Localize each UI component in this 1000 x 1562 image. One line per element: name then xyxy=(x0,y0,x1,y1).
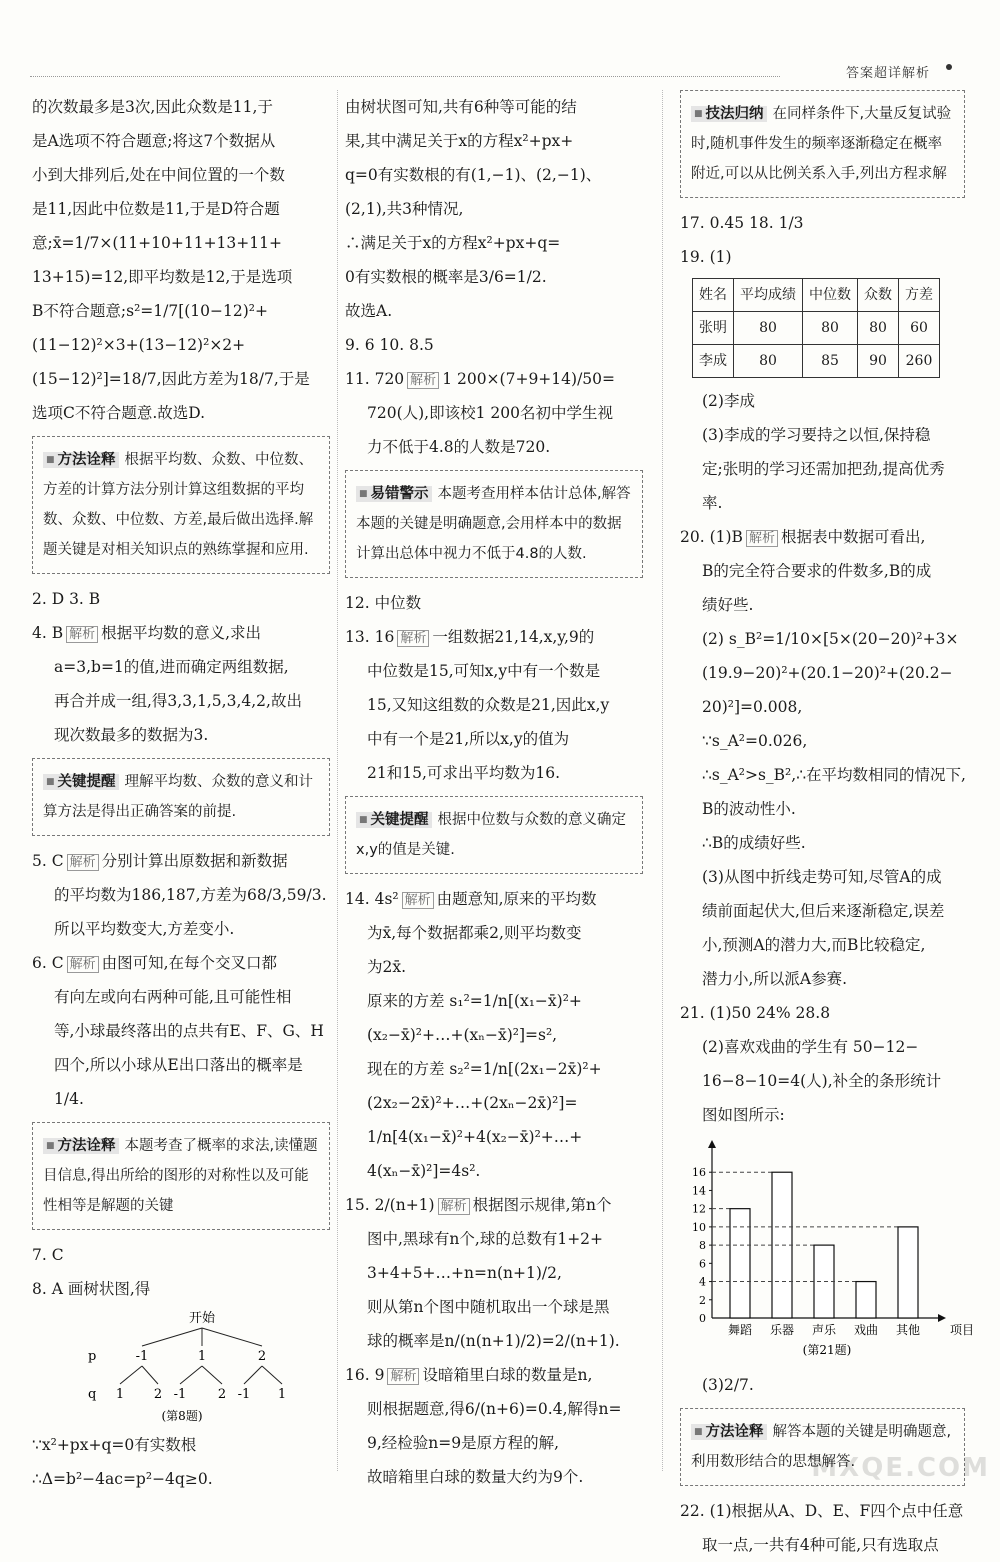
table-cell: 85 xyxy=(803,345,858,378)
analysis-tag: 解析 xyxy=(402,892,434,909)
analysis-tag: 解析 xyxy=(397,630,429,647)
x-axis-arrow xyxy=(938,1314,946,1322)
text-line: 力不低于4.8的人数是720. xyxy=(367,438,551,456)
x-tick-label: 戏曲 xyxy=(853,1323,879,1337)
table-cell: 80 xyxy=(858,312,899,345)
table-header: 姓名 xyxy=(693,279,734,312)
tree-q-node: -1 xyxy=(237,1387,251,1402)
header-dot xyxy=(946,64,952,70)
answer-line xyxy=(32,616,330,650)
tree-p-node: 1 xyxy=(197,1349,207,1364)
text-line: 13+15)=12,即平均数是12,于是选项 xyxy=(32,268,293,286)
column-divider-1 xyxy=(337,90,338,1471)
text-line: 现次数最多的数据为3. xyxy=(54,726,209,744)
y-tick-label: 14 xyxy=(692,1184,706,1198)
tree-root: 开始 xyxy=(188,1311,216,1326)
tree-edge xyxy=(142,1366,158,1384)
text-line: (x₂−x̄)²+…+(xₙ−x̄)²]=s², xyxy=(367,1026,558,1044)
tip-key: ■ 技法归纳 xyxy=(691,106,767,122)
tip-text: 理解平均数、众数的意义和计算方法是得出正确答案的前提. xyxy=(43,774,314,820)
y-tick-label: 0 xyxy=(699,1312,706,1325)
table-cell: 80 xyxy=(734,345,803,378)
tip-text: 根据平均数、众数、中位数、方差的计算方法分别计算这组数据的平均数、众数、中位数、方差,最后做出选择.解题关键是对相关知识点的熟练掌握和应用. xyxy=(43,452,314,558)
text-line: ∴满足关于x的方程x²+px+q= xyxy=(345,234,561,252)
text-line: 意;x̄=1/7×(11+10+11+13+11+ xyxy=(32,234,282,252)
answer-number: 20. (1)B xyxy=(680,528,743,546)
answer-number: 5. C xyxy=(32,852,64,870)
text-line: (2x₂−2x̄)²+…+(2xₙ−2x̄)²]= xyxy=(367,1094,578,1112)
analysis-tag: 解析 xyxy=(67,956,99,973)
column-3 xyxy=(680,90,975,1562)
answer-line: 19. (1) xyxy=(680,248,732,266)
x-tick-label: 舞蹈 xyxy=(727,1323,753,1337)
text-line: 15,又知这组数的众数是21,因此x,y xyxy=(367,696,610,714)
table-cell: 80 xyxy=(803,312,858,345)
tree-edge xyxy=(180,1366,202,1384)
answer-line xyxy=(345,362,643,396)
text-line: 根据平均数的意义,求出 xyxy=(101,624,262,642)
y-tick-label: 10 xyxy=(692,1220,706,1234)
tree-q-node: 1 xyxy=(277,1387,287,1402)
text-line: 1 200×(7+9+14)/50= xyxy=(442,370,615,388)
tip-text: 本题考查用样本估计总体,解答本题的关键是明确题意,会用样本中的数据计算出总体中视力不低于4.8的人数. xyxy=(356,486,631,562)
result-table xyxy=(692,278,940,378)
bar-chart xyxy=(684,1136,975,1368)
answer-number: 15. 2/(n+1) xyxy=(345,1196,435,1214)
text-line: ∴s_A²>s_B²,∴在平均数相同的情况下, xyxy=(702,766,966,784)
table-header: 方差 xyxy=(899,279,940,312)
watermark: MXQE.COM xyxy=(811,1453,990,1483)
text-line: 一组数据21,14,x,y,9的 xyxy=(432,628,595,646)
x-tick-label: 其他 xyxy=(895,1323,921,1337)
text-line: 9,经检验n=9是原方程的解, xyxy=(367,1434,560,1452)
answer-line: 12. 中位数 xyxy=(345,594,422,612)
text-line: 由树状图可知,共有6种等可能的结 xyxy=(345,98,577,116)
text-line: q=0有实数根的有(1,−1)、(2,−1)、 xyxy=(345,166,602,184)
page-header xyxy=(30,58,970,80)
chart-caption: (第21题) xyxy=(802,1343,852,1357)
text-line: 的次数最多是3次,因此众数是11,于 xyxy=(32,98,273,116)
answer-number: 13. 16 xyxy=(345,628,395,646)
text-line: 1/n[4(x₁−x̄)²+4(x₂−x̄)²+…+ xyxy=(367,1128,583,1146)
text-line: 小到大排列后,处在中间位置的一个数 xyxy=(32,166,285,184)
text-line: (2)李成 xyxy=(702,392,755,410)
table-cell: 260 xyxy=(899,345,940,378)
table-cell: 80 xyxy=(734,312,803,345)
table-header-row xyxy=(693,279,940,312)
text-line: 现在的方差 s₂²=1/n[(2x₁−2x̄)²+ xyxy=(367,1060,602,1078)
text-line: (2) s_B²=1/10×[5×(20−20)²+3× xyxy=(702,630,959,648)
answer-number: 4. B xyxy=(32,624,64,642)
text-line: 原来的方差 s₁²=1/n[(x₁−x̄)²+ xyxy=(367,992,582,1010)
answer-line: 17. 0.45 18. 1/3 xyxy=(680,214,804,232)
tree-edge xyxy=(202,1366,222,1384)
tip-box-key xyxy=(345,796,643,874)
tree-caption: (第8题) xyxy=(161,1409,203,1423)
text-line: 选项C不符合题意.故选D. xyxy=(32,404,206,422)
y-tick-label: 2 xyxy=(699,1293,706,1307)
x-tick-label: 乐器 xyxy=(769,1323,795,1337)
answer-number: 11. 720 xyxy=(345,370,405,388)
column-divider-2 xyxy=(662,90,663,1471)
tip-key: ■ 关键提醒 xyxy=(43,774,119,790)
text-line: ∵s_A²=0.026, xyxy=(702,732,808,750)
text-line: a=3,b=1的值,进而确定两组数据, xyxy=(54,658,289,676)
answer-line xyxy=(680,520,965,554)
text-line: 故选A. xyxy=(345,302,393,320)
text-line: 图如图所示: xyxy=(702,1106,785,1124)
text-line: 故暗箱里白球的数量大约为9个. xyxy=(367,1468,584,1486)
text-line: 绩好些. xyxy=(702,596,754,614)
analysis-tag: 解析 xyxy=(66,626,98,643)
table-row xyxy=(693,345,940,378)
table-header: 中位数 xyxy=(803,279,858,312)
text-line: 则根据题意,得6/(n+6)=0.4,解得n= xyxy=(367,1400,622,1418)
answer-line xyxy=(345,1358,643,1392)
text-line: (15−12)²]=18/7,因此方差为18/7,于是 xyxy=(32,370,310,388)
text-line: 则从第n个图中随机取出一个球是黑 xyxy=(367,1298,610,1316)
analysis-tag: 解析 xyxy=(407,372,439,389)
text-line: 定;张明的学习还需加把劲,提高优秀 xyxy=(702,460,945,478)
answer-line xyxy=(345,882,643,916)
answer-line xyxy=(345,620,643,654)
text-line: 有向左或向右两种可能,且可能性相 xyxy=(54,988,292,1006)
text-line: 图中,黑球有n个,球的总数有1+2+ xyxy=(367,1230,604,1248)
text-line: 的平均数为186,187,方差为68/3,59/3. xyxy=(54,886,327,904)
analysis-tag: 解析 xyxy=(387,1368,419,1385)
text-line: 设暗箱里白球的数量是n, xyxy=(422,1366,593,1384)
answer-line xyxy=(345,1188,643,1222)
text-line: 720(人),即该校1 200名初中学生视 xyxy=(367,404,613,422)
tree-edge xyxy=(120,1366,142,1384)
answer-line xyxy=(32,844,330,878)
answer-line xyxy=(32,946,330,980)
y-tick-label: 12 xyxy=(692,1202,706,1216)
answer-number: 16. 9 xyxy=(345,1366,385,1384)
text-line: 绩前面起伏大,但后来逐渐稳定,误差 xyxy=(702,902,945,920)
tip-box-method xyxy=(32,1122,330,1230)
table-row xyxy=(693,312,940,345)
bar xyxy=(856,1282,876,1318)
text-line: 20)²]=0.008, xyxy=(702,698,803,716)
tree-q-node: 2 xyxy=(153,1387,163,1402)
tip-key: ■ 方法诠释 xyxy=(43,1138,119,1154)
answer-line: 21. (1)50 24% 28.8 xyxy=(680,1004,831,1022)
text-line: 再合并成一组,得3,3,1,5,3,4,2,故出 xyxy=(54,692,302,710)
tree-q-label: q xyxy=(88,1387,97,1402)
table-cell: 60 xyxy=(899,312,940,345)
text-line: 是A选项不符合题意;将这7个数据从 xyxy=(32,132,276,150)
text-line: 4(xₙ−x̄)²]=4s². xyxy=(367,1162,481,1180)
tip-box-method xyxy=(32,436,330,574)
tip-key: ■ 方法诠释 xyxy=(691,1424,767,1440)
tree-diagram xyxy=(82,1310,322,1428)
y-axis-arrow xyxy=(708,1140,716,1148)
bar xyxy=(898,1227,918,1318)
table-cell: 90 xyxy=(858,345,899,378)
tip-key: ■ 方法诠释 xyxy=(43,452,119,468)
tree-edge xyxy=(202,1328,262,1346)
table-cell: 李成 xyxy=(693,345,734,378)
tree-p-node: -1 xyxy=(135,1349,149,1364)
header-rule xyxy=(30,76,780,77)
y-tick-label: 4 xyxy=(699,1275,706,1289)
text-line: 为x̄,每个数据都乘2,则平均数变 xyxy=(367,924,582,942)
tree-p-label: p xyxy=(88,1349,97,1364)
table-header: 平均成绩 xyxy=(734,279,803,312)
y-tick-label: 6 xyxy=(699,1257,706,1271)
text-line: 3+4+5+…+n=n(n+1)/2, xyxy=(367,1264,562,1282)
analysis-tag: 解析 xyxy=(438,1198,470,1215)
table-cell: 张明 xyxy=(693,312,734,345)
answer-line: 2. D 3. B xyxy=(32,590,101,608)
tree-q-node: 1 xyxy=(115,1387,125,1402)
text-line: 果,其中满足关于x的方程x²+px+ xyxy=(345,132,574,150)
table-header: 众数 xyxy=(858,279,899,312)
text-line: (19.9−20)²+(20.1−20)²+(20.2− xyxy=(702,664,953,682)
text-line: B的完全符合要求的件数多,B的成 xyxy=(702,562,932,580)
text-line: (2,1),共3种情况, xyxy=(345,200,464,218)
text-line: 中有一个是21,所以x,y的值为 xyxy=(367,730,570,748)
text-line: 16−8−10=4(人),补全的条形统计 xyxy=(702,1072,942,1090)
text-line: B的波动性小. xyxy=(702,800,796,818)
text-line: 1/4. xyxy=(54,1090,84,1108)
tip-text: 在同样条件下,大量反复试验时,随机事件发生的频率逐渐稳定在概率附近,可以从比例关系入手,列出方程求解 xyxy=(691,106,952,182)
tip-box-warning xyxy=(345,470,643,578)
text-line: (3)从图中折线走势可知,尽管A的成 xyxy=(702,868,942,886)
text-line: 率. xyxy=(702,494,723,512)
y-tick-label: 16 xyxy=(692,1166,706,1180)
x-axis-label: 项目 xyxy=(950,1323,975,1337)
text-line: (3)李成的学习要持之以恒,保持稳 xyxy=(702,426,931,444)
text-line: 21和15,可求出平均数为16. xyxy=(367,764,561,782)
text-line: ∴Δ=b²−4ac=p²−4q≥0. xyxy=(32,1470,213,1488)
tree-edge xyxy=(142,1328,202,1346)
text-line: 是11,因此中位数是11,于是D符合题 xyxy=(32,200,280,218)
tree-q-node: -1 xyxy=(173,1387,187,1402)
x-tick-label: 声乐 xyxy=(811,1323,837,1337)
answer-line: 8. A 画树状图,得 xyxy=(32,1280,151,1298)
tip-text: 本题考查了概率的求法,读懂题目信息,得出所给的图形的对称性以及可能性相等是解题的关键 xyxy=(43,1138,318,1214)
text-line: B不符合题意;s²=1/7[(10−12)²+ xyxy=(32,302,268,320)
column-2 xyxy=(345,90,643,1494)
header-title: 答案超详解析 xyxy=(845,66,930,81)
analysis-tag: 解析 xyxy=(746,530,778,547)
text-line: (11−12)²×3+(13−12)²×2+ xyxy=(32,336,246,354)
text-line: 等,小球最终落出的点共有E、F、G、H xyxy=(54,1022,324,1040)
text-line: 由题意知,原来的平均数 xyxy=(436,890,597,908)
text-line: 潜力小,所以派A参赛. xyxy=(702,970,848,988)
text-line: (3)2/7. xyxy=(702,1376,754,1394)
answer-number: 6. C xyxy=(32,954,64,972)
tip-text: 解答本题的关键是明确题意,利用数形结合的思想解答. xyxy=(691,1424,952,1470)
answer-line: 7. C xyxy=(32,1246,64,1264)
tip-text: 根据中位数与众数的意义确定x,y的值是关键. xyxy=(356,812,627,858)
text-line: ∵x²+px+q=0有实数根 xyxy=(32,1436,197,1454)
answer-line: 9. 6 10. 8.5 xyxy=(345,336,434,354)
tip-box-technique xyxy=(680,90,965,198)
column-1 xyxy=(32,90,330,1496)
tree-edge xyxy=(262,1366,282,1384)
tip-key: ■ 易错警示 xyxy=(356,486,432,502)
bar xyxy=(730,1209,750,1318)
tip-key: ■ 关键提醒 xyxy=(356,812,432,828)
tip-box-key xyxy=(32,758,330,836)
text-line: 中位数是15,可知x,y中有一个数是 xyxy=(367,662,601,680)
text-line: 由图可知,在每个交叉口都 xyxy=(101,954,278,972)
text-line: 根据图示规律,第n个 xyxy=(472,1196,612,1214)
text-line: 分别计算出原数据和新数据 xyxy=(101,852,288,870)
tree-q-node: 2 xyxy=(217,1387,227,1402)
text-line: 球的概率是n/(n(n+1)/2)=2/(n+1). xyxy=(367,1332,620,1350)
text-line: 根据表中数据可看出, xyxy=(780,528,926,546)
tree-p-node: 2 xyxy=(257,1349,267,1364)
text-line: 所以平均数变大,方差变小. xyxy=(54,920,235,938)
text-line: 小,预测A的潜力大,而B比较稳定, xyxy=(702,936,926,954)
y-tick-label: 8 xyxy=(699,1239,706,1253)
text-line: 0有实数根的概率是3/6=1/2. xyxy=(345,268,547,286)
text-line: ∴B的成绩好些. xyxy=(702,834,806,852)
answer-line: 22. (1)根据从A、D、E、F四个点中任意 xyxy=(680,1502,964,1520)
text-line: 为2x̄. xyxy=(367,958,407,976)
text-line: (2)喜欢戏曲的学生有 50−12− xyxy=(702,1038,919,1056)
analysis-tag: 解析 xyxy=(67,854,99,871)
text-line: 四个,所以小球从E出口落出的概率是 xyxy=(54,1056,303,1074)
text-line: 取一点,一共有4种可能,只有选取点 xyxy=(702,1536,939,1554)
answer-number: 14. 4s² xyxy=(345,890,399,908)
tree-edge xyxy=(244,1366,262,1384)
